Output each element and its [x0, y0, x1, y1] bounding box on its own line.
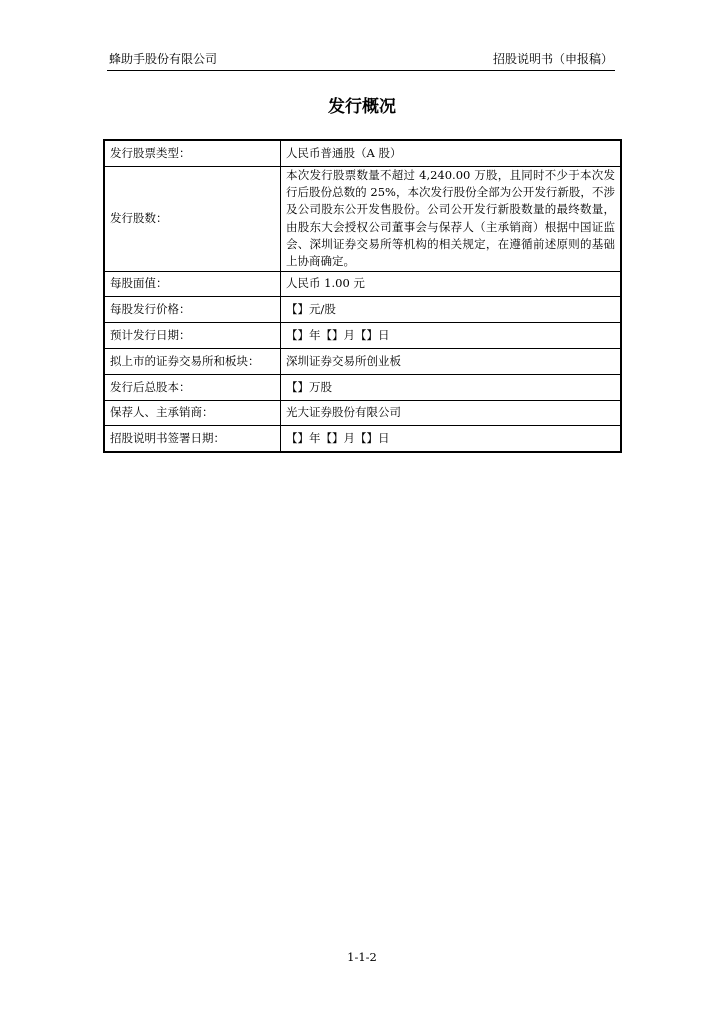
row-label: 每股面值： [104, 271, 281, 297]
row-label: 发行股票类型： [104, 140, 281, 166]
row-value: 人民币普通股（A 股） [281, 140, 622, 166]
row-value: 【】年【】月【】日 [281, 426, 622, 452]
row-label: 招股说明书签署日期： [104, 426, 281, 452]
row-value: 人民币 1.00 元 [281, 271, 622, 297]
table-row [104, 426, 621, 452]
row-label: 保荐人、主承销商： [104, 400, 281, 426]
table-row [104, 323, 621, 349]
row-label: 每股发行价格： [104, 297, 281, 323]
page-header [107, 52, 615, 71]
table-row [104, 271, 621, 297]
row-value: 【】年【】月【】日 [281, 323, 622, 349]
row-value: 本次发行股票数量不超过 4,240.00 万股，且同时不少于本次发行后股份总数的 25%，本次发行股份全部为公开发行新股，不涉及公司股东公开发售股份。公司公开发行新股数量的最终数量，由股东大会授权公司董事会与保荐人（主承销商）根据中国证监会、深圳证券交易所等机构的相关规定，在遵循前述原则的基础上协商确定。 [281, 166, 622, 271]
row-value: 深圳证券交易所创业板 [281, 348, 622, 374]
row-label: 预计发行日期： [104, 323, 281, 349]
table-row [104, 400, 621, 426]
row-label: 发行股数： [104, 166, 281, 271]
table-row [104, 348, 621, 374]
table-row [104, 166, 621, 271]
row-label: 拟上市的证券交易所和板块： [104, 348, 281, 374]
table-row [104, 297, 621, 323]
table-row [104, 374, 621, 400]
row-value: 【】元/股 [281, 297, 622, 323]
row-label: 发行后总股本： [104, 374, 281, 400]
issuance-overview-table [103, 139, 622, 453]
company-name: 蜂助手股份有限公司 [109, 52, 218, 66]
table-row [104, 140, 621, 166]
page-number: 1-1-2 [347, 950, 377, 964]
row-value: 光大证券股份有限公司 [281, 400, 622, 426]
document-type: 招股说明书（申报稿） [492, 52, 613, 66]
row-value: 【】万股 [281, 374, 622, 400]
page-title: 发行概况 [328, 97, 396, 117]
